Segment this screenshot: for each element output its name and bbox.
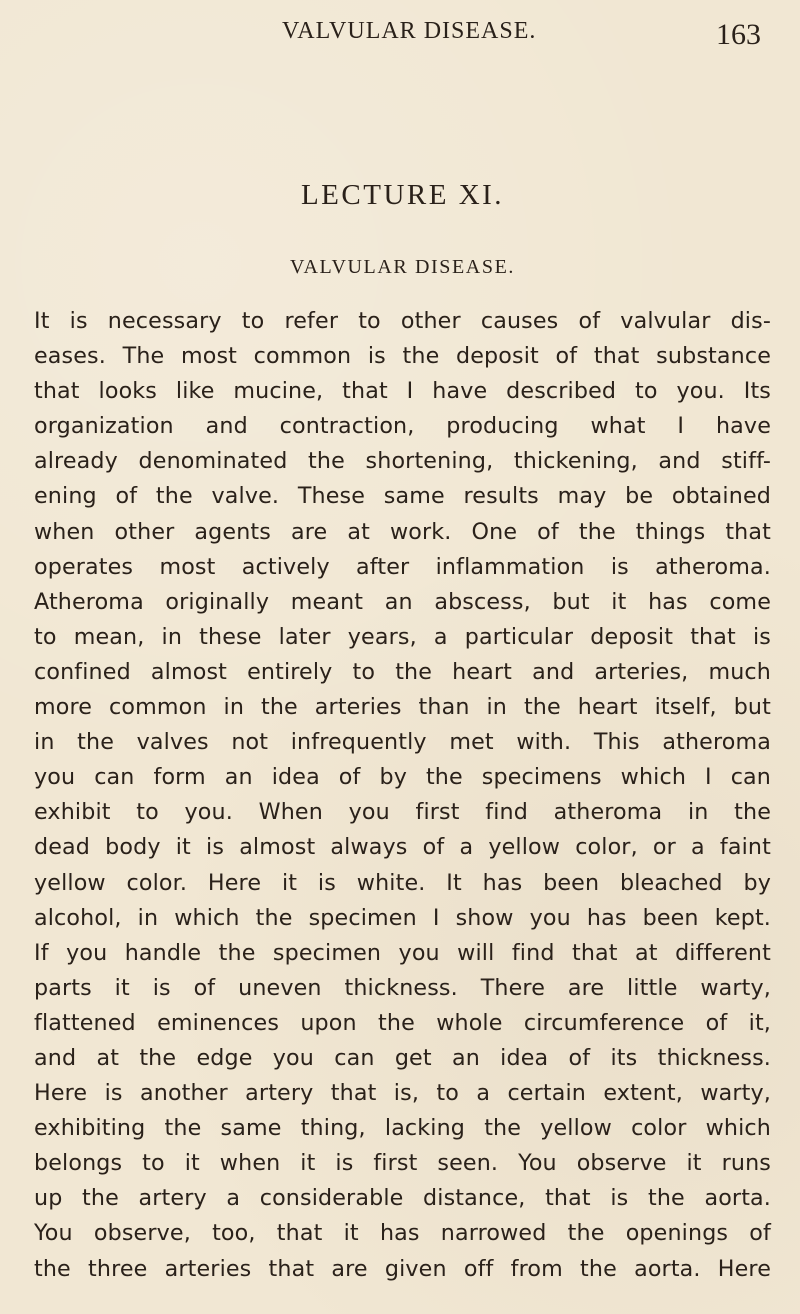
body-line: you can form an idea of by the specimens which I can <box>34 764 771 791</box>
body-line: Here is another artery that is, to a certain extent, warty, <box>34 1080 771 1107</box>
body-line: organization and contraction, producing what I have <box>34 413 771 440</box>
body-line: If you handle the specimen you will find that at different <box>34 939 771 966</box>
body-line: flattened eminences upon the whole circumference of it, <box>34 1009 771 1036</box>
body-line: operates most actively after inflammation is atheroma. <box>34 553 771 580</box>
body-line: the three arteries that are given off from the aorta. Here <box>34 1255 771 1282</box>
body-line: that looks like mucine, that I have described to you. Its <box>34 378 771 405</box>
body-line: eases. The most common is the deposit of that substance <box>34 343 771 370</box>
body-line: belongs to it when it is first seen. You observe it runs <box>34 1150 771 1177</box>
body-line: confined almost entirely to the heart and arteries, much <box>34 658 771 685</box>
body-line: already denominated the shortening, thickening, and stiff- <box>34 448 771 475</box>
body-line: to mean, in these later years, a particular deposit that is <box>34 623 771 650</box>
body-line: when other agents are at work. One of the things that <box>34 518 771 545</box>
body-line: up the artery a considerable distance, that is the aorta. <box>34 1185 771 1212</box>
body-text <box>34 304 771 1287</box>
body-line: You observe, too, that it has narrowed the openings of <box>34 1220 771 1247</box>
body-line: Atheroma originally meant an abscess, but it has come <box>34 588 771 615</box>
body-line: It is necessary to refer to other causes of valvular dis- <box>34 308 771 334</box>
body-line: parts it is of uneven thickness. There are little warty, <box>34 974 771 1001</box>
body-line: dead body it is almost always of a yellow color, or a faint <box>34 834 771 861</box>
lecture-title: LECTURE XI. <box>300 179 505 211</box>
running-header <box>34 18 771 51</box>
body-line: exhibiting the same thing, lacking the yellow color which <box>34 1115 771 1142</box>
body-line: exhibit to you. When you first find atheroma in the <box>34 799 771 826</box>
lecture-subtitle: VALVULAR DISEASE. <box>289 256 515 278</box>
body-line: alcohol, in which the specimen I show you has been kept. <box>34 904 771 931</box>
body-line: ening of the valve. These same results may be obtained <box>34 483 771 510</box>
body-line: yellow color. Here it is white. It has been bleached by <box>34 869 771 896</box>
body-line: in the valves not infrequently met with. This atheroma <box>34 729 771 756</box>
body-line: more common in the arteries than in the heart itself, but <box>34 694 771 721</box>
body-line: and at the edge you can get an idea of its thickness. <box>34 1044 771 1071</box>
page-number: 163 <box>716 18 761 51</box>
running-title: VALVULAR DISEASE. <box>282 18 537 44</box>
